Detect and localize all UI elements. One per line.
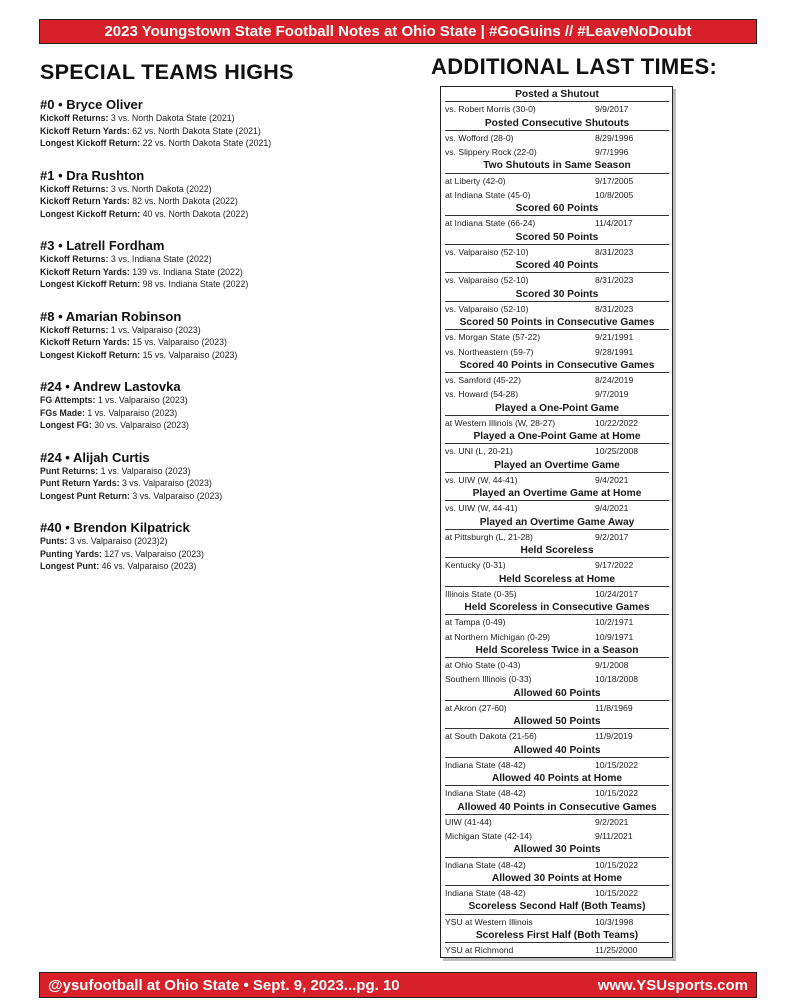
category-title: Scored 40 Points in Consecutive Games: [445, 359, 669, 373]
stat-label: Kickoff Return Yards:: [40, 125, 130, 136]
table-row: [445, 815, 669, 829]
stat-line: [40, 266, 420, 279]
game-cell: at Indiana State (66-24): [445, 218, 536, 229]
table-row: [445, 786, 669, 800]
stat-line: [40, 336, 420, 349]
player-name: #1 • Dra Rushton: [40, 167, 145, 183]
game-cell: YSU at Richmond: [445, 945, 514, 955]
category-title: Scored 30 Points: [445, 288, 669, 302]
player-block: [40, 450, 420, 503]
table-row: [445, 672, 669, 686]
stat-line: [40, 324, 420, 337]
table-row: [445, 102, 669, 116]
category-title: Held Scoreless in Consecutive Games: [445, 601, 669, 615]
category-title: Posted Consecutive Shutouts: [445, 117, 669, 131]
stat-value: 46 vs. Valparaiso (2023): [101, 561, 197, 571]
game-cell: vs. Samford (45-22): [445, 375, 521, 385]
stat-value: 139 vs. Indiana State (2022): [132, 266, 243, 277]
footer-right: www.YSUsports.com: [597, 976, 748, 994]
date-cell: 10/24/2017: [595, 588, 639, 599]
table-row: [445, 188, 669, 202]
stat-line: [40, 112, 420, 125]
game-cell: Michigan State (42-14): [445, 831, 532, 841]
stat-label: Longest Kickoff Return:: [40, 349, 141, 360]
table-row: [445, 145, 669, 159]
game-cell: vs. UIW (W, 44-41): [445, 474, 518, 485]
category-title: Held Scoreless Twice in a Season: [445, 644, 669, 658]
table-row: [445, 943, 669, 957]
stat-line: [40, 349, 420, 362]
category-title: Scoreless First Half (Both Teams): [445, 929, 669, 943]
stat-value: 3 vs. Valparaiso (2023)2): [69, 536, 168, 546]
date-cell: 9/17/2005: [595, 175, 634, 186]
category-title: Allowed 30 Points at Home: [445, 872, 669, 886]
table-row: [445, 131, 669, 145]
stat-value: 1 vs. Valparaiso (2023): [97, 395, 188, 405]
category-title: Played a One-Point Game: [445, 402, 669, 416]
game-cell: at Indiana State (45-0): [445, 189, 531, 200]
game-cell: Southern Illinois (0-33): [445, 674, 532, 685]
player-block: [40, 97, 420, 150]
stat-line: [40, 253, 420, 266]
game-cell: vs. Valparaiso (52-10): [445, 303, 529, 314]
game-cell: YSU at Western Illinois: [445, 916, 533, 927]
stat-value: 3 vs. Valparaiso (2023): [121, 478, 212, 488]
stat-line: [40, 278, 420, 291]
category-title: Scored 50 Points in Consecutive Games: [445, 316, 669, 330]
stat-label: Punt Returns:: [40, 465, 99, 476]
table-row: [445, 915, 669, 929]
player-name: #3 • Latrell Fordham: [40, 238, 165, 253]
stat-line: [40, 548, 420, 561]
stat-line: [40, 419, 420, 432]
category-title: Played an Overtime Game at Home: [445, 487, 669, 501]
stat-line: [40, 195, 420, 208]
date-cell: 8/31/2023: [595, 275, 634, 286]
table-row: [445, 886, 669, 900]
date-cell: 10/15/2022: [595, 788, 639, 799]
table-row: [445, 387, 669, 401]
stat-value: 15 vs. Valparaiso (2023): [142, 349, 238, 360]
stat-label: Punting Yards:: [40, 548, 102, 559]
player-name: #0 • Bryce Oliver: [40, 97, 143, 112]
date-cell: 9/21/1991: [595, 332, 634, 343]
stat-label: FG Attempts:: [40, 395, 96, 405]
table-row: [445, 245, 669, 259]
date-cell: 9/9/2017: [595, 104, 629, 115]
category-title: Allowed 40 Points in Consecutive Games: [445, 801, 669, 815]
stat-label: Longest Kickoff Return:: [40, 279, 141, 289]
footer-left: @ysufootball at Ohio State • Sept. 9, 2023...pg. 10: [48, 976, 400, 994]
stat-label: Longest Kickoff Return:: [40, 138, 141, 148]
table-row: [445, 587, 669, 601]
category-title: Allowed 50 Points: [445, 715, 669, 729]
category-title: Held Scoreless at Home: [445, 573, 669, 587]
date-cell: 8/31/2023: [595, 246, 634, 257]
stat-value: 3 vs. Indiana State (2022): [110, 254, 212, 264]
category-title: Held Scoreless: [445, 544, 669, 558]
stat-label: Punt Return Yards:: [40, 478, 120, 488]
category-title: Allowed 60 Points: [445, 687, 669, 701]
stat-label: FGs Made:: [40, 407, 85, 418]
game-cell: vs. Wofford (28-0): [445, 132, 514, 143]
date-cell: 9/1/2008: [595, 660, 629, 670]
stat-line: [40, 407, 420, 420]
stat-line: [40, 137, 420, 150]
table-row: [445, 473, 669, 487]
date-cell: 9/28/1991: [595, 346, 634, 357]
game-cell: Kentucky (0-31): [445, 560, 506, 571]
stat-line: [40, 560, 420, 573]
game-cell: at Northern Michigan (0-29): [445, 631, 551, 642]
date-cell: 10/15/2022: [595, 759, 639, 770]
table-row: [445, 630, 669, 644]
date-cell: 10/15/2022: [595, 888, 639, 898]
game-cell: Indiana State (48-42): [445, 888, 526, 898]
table-row: [445, 416, 669, 430]
stat-label: Kickoff Returns:: [40, 324, 109, 335]
table-row: [445, 174, 669, 188]
category-title: Two Shutouts in Same Season: [445, 159, 669, 173]
game-cell: Indiana State (48-42): [445, 859, 526, 870]
stat-value: 3 vs. North Dakota (2022): [110, 183, 212, 194]
category-title: Played an Overtime Game: [445, 459, 669, 473]
header-banner: [39, 19, 757, 44]
stat-label: Punts:: [40, 536, 68, 546]
game-cell: at Western Illinois (W, 28-27): [445, 417, 556, 428]
category-title: Posted a Shutout: [445, 88, 669, 102]
last-times-table: [440, 86, 673, 958]
player-name: #24 • Andrew Lastovka: [40, 379, 181, 394]
date-cell: 8/29/1996: [595, 132, 634, 143]
date-cell: 11/25/2000: [595, 945, 638, 955]
date-cell: 10/25/2008: [595, 446, 639, 457]
stat-line: [40, 477, 420, 490]
category-title: Allowed 40 Points at Home: [445, 772, 669, 786]
stat-value: 1 vs. Valparaiso (2023): [110, 324, 201, 335]
table-row: [445, 444, 669, 458]
date-cell: 9/7/1996: [595, 147, 629, 157]
game-cell: vs. Valparaiso (52-10): [445, 275, 529, 286]
stat-line: [40, 125, 420, 138]
table-row: [445, 330, 669, 344]
date-cell: 10/8/2005: [595, 189, 634, 200]
table-row: [445, 302, 669, 316]
stat-label: Longest Punt Return:: [40, 490, 130, 501]
category-title: Scored 40 Points: [445, 259, 669, 273]
player-block: [40, 168, 420, 221]
category-title: Allowed 30 Points: [445, 843, 669, 857]
stat-label: Kickoff Returns:: [40, 183, 109, 194]
player-name: #24 • Alijah Curtis: [40, 449, 150, 465]
table-row: [445, 216, 669, 230]
player-name: #8 • Amarian Robinson: [40, 308, 182, 324]
table-row: [445, 858, 669, 872]
table-row: [445, 558, 669, 572]
category-title: Scored 50 Points: [445, 231, 669, 245]
stat-value: 82 vs. North Dakota (2022): [132, 196, 238, 206]
date-cell: 10/2/1971: [595, 617, 634, 628]
stat-line: [40, 490, 420, 503]
table-row: [445, 658, 669, 672]
date-cell: 9/11/2021: [595, 831, 633, 841]
stat-value: 40 vs. North Dakota (2022): [142, 208, 249, 219]
stat-line: [40, 465, 420, 478]
stat-value: 15 vs. Valparaiso (2023): [132, 337, 227, 347]
game-cell: vs. Robert Morris (30-0): [445, 104, 536, 115]
game-cell: at Pittsburgh (L, 21-28): [445, 531, 533, 542]
player-name: #40 • Brendon Kilpatrick: [40, 520, 190, 535]
stat-label: Kickoff Returns:: [40, 113, 109, 123]
date-cell: 8/31/2023: [595, 303, 634, 314]
game-cell: at Ohio State (0-43): [445, 660, 521, 670]
game-cell: vs. UIW (W, 44-41): [445, 503, 518, 514]
category-title: Scored 60 Points: [445, 202, 669, 216]
date-cell: 9/2/2021: [595, 816, 629, 827]
game-cell: vs. Valparaiso (52-10): [445, 246, 529, 257]
stat-value: 22 vs. North Dakota State (2021): [142, 138, 272, 148]
special-teams-heading: SPECIAL TEAMS HIGHS: [40, 60, 294, 84]
footer-banner: [39, 972, 757, 998]
stat-line: [40, 183, 420, 196]
game-cell: at South Dakota (21-56): [445, 731, 537, 742]
category-title: Scoreless Second Half (Both Teams): [445, 900, 669, 914]
date-cell: 9/7/2019: [595, 389, 629, 400]
player-block: [40, 238, 420, 291]
category-title: Played an Overtime Game Away: [445, 516, 669, 530]
date-cell: 11/4/2017: [595, 218, 633, 229]
date-cell: 10/3/1998: [595, 916, 634, 927]
stat-value: 3 vs. North Dakota State (2021): [110, 113, 235, 123]
date-cell: 10/18/2008: [595, 674, 639, 685]
game-cell: vs. Howard (54-28): [445, 389, 519, 400]
table-row: [445, 373, 669, 387]
table-row: [445, 345, 669, 359]
stat-value: 62 vs. North Dakota State (2021): [132, 125, 261, 136]
stat-line: [40, 208, 420, 221]
player-block: [40, 309, 420, 362]
table-row: [445, 530, 669, 544]
table-row: [445, 758, 669, 772]
date-cell: 9/4/2021: [595, 503, 629, 514]
stat-label: Kickoff Return Yards:: [40, 266, 130, 277]
game-cell: at Liberty (42-0): [445, 175, 506, 186]
date-cell: 11/8/1969: [595, 702, 633, 713]
date-cell: 11/9/2019: [595, 731, 633, 742]
game-cell: vs. Morgan State (57-22): [445, 332, 541, 343]
table-row: [445, 729, 669, 743]
game-cell: at Tampa (0-49): [445, 617, 506, 628]
special-teams-list: [40, 97, 420, 591]
stat-label: Kickoff Returns:: [40, 254, 109, 264]
game-cell: Illinois State (0-35): [445, 588, 517, 599]
table-row: [445, 701, 669, 715]
game-cell: UIW (41-44): [445, 816, 492, 827]
stat-value: 30 vs. Valparaiso (2023): [94, 420, 189, 430]
stat-line: [40, 394, 420, 407]
date-cell: 10/15/2022: [595, 859, 639, 870]
date-cell: 8/24/2019: [595, 375, 634, 385]
table-row: [445, 615, 669, 629]
stat-label: Longest Punt:: [40, 561, 100, 571]
date-cell: 9/2/2017: [595, 531, 629, 542]
category-title: Played a One-Point Game at Home: [445, 430, 669, 444]
date-cell: 10/22/2022: [595, 417, 639, 428]
stat-label: Longest FG:: [40, 420, 92, 430]
game-cell: vs. Northeastern (59-7): [445, 346, 534, 357]
table-row: [445, 273, 669, 287]
stat-line: [40, 535, 420, 548]
game-cell: Indiana State (48-42): [445, 788, 526, 799]
game-cell: at Akron (27-60): [445, 702, 507, 713]
stat-label: Kickoff Return Yards:: [40, 337, 130, 347]
category-title: Allowed 40 Points: [445, 744, 669, 758]
game-cell: vs. UNI (L, 20-21): [445, 446, 513, 457]
stat-label: Kickoff Return Yards:: [40, 196, 130, 206]
last-times-heading: ADDITIONAL LAST TIMES:: [431, 54, 718, 79]
table-row: [445, 829, 669, 843]
stat-value: 127 vs. Valparaiso (2023): [104, 548, 204, 559]
stat-label: Longest Kickoff Return:: [40, 208, 141, 219]
stat-value: 3 vs. Valparaiso (2023): [132, 490, 223, 501]
date-cell: 9/4/2021: [595, 474, 629, 485]
player-block: [40, 379, 420, 432]
header-title: 2023 Youngstown State Football Notes at Ohio State | #GoGuins // #LeaveNoDoubt: [104, 23, 692, 40]
table-row: [445, 501, 669, 515]
date-cell: 10/9/1971: [595, 631, 634, 642]
stat-value: 1 vs. Valparaiso (2023): [100, 465, 191, 476]
stat-value: 1 vs. Valparaiso (2023): [87, 407, 178, 418]
game-cell: Indiana State (48-42): [445, 759, 526, 770]
date-cell: 9/17/2022: [595, 560, 634, 571]
stat-value: 98 vs. Indiana State (2022): [142, 279, 249, 289]
player-block: [40, 520, 420, 573]
game-cell: vs. Slippery Rock (22-0): [445, 147, 537, 157]
